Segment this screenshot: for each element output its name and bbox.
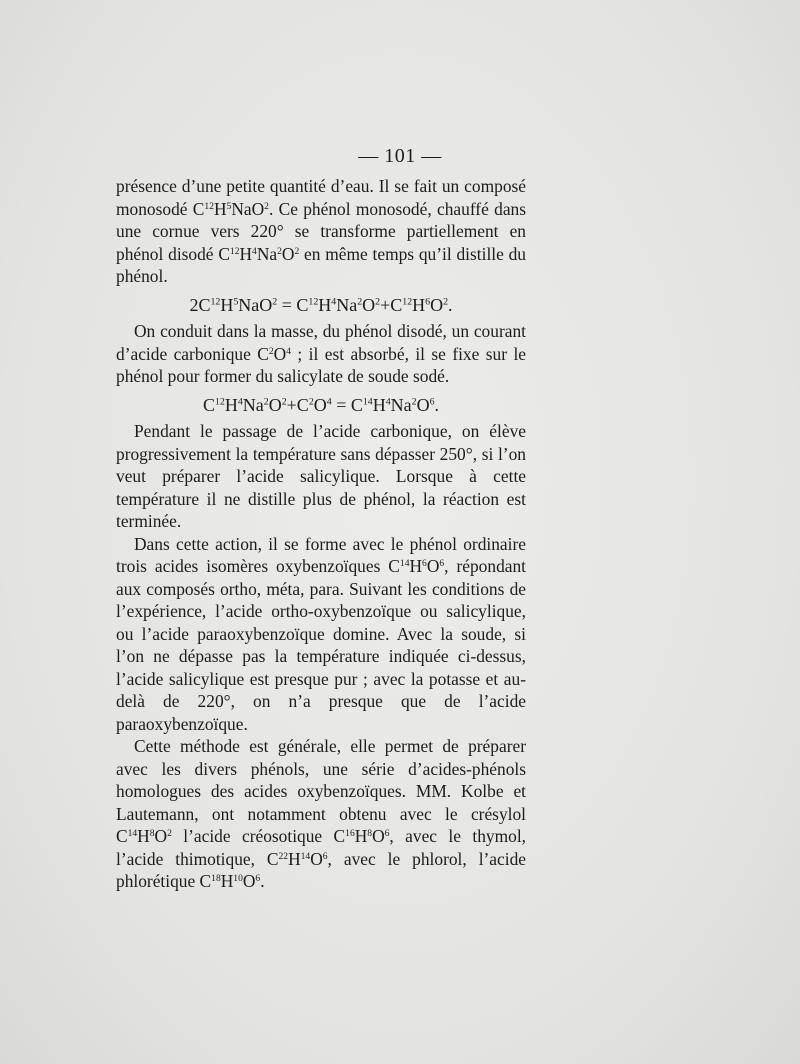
paragraph: Pendant le passage de l’acide carbonique, on élève progressivement la température sans dépasser 250°, si l’on veut préparer l’acide salicylique. Lorsque à cette température il ne distille plus de phénol, la réaction est terminée. xyxy=(116,421,526,531)
equation: $C^{12}H^4Na^2O^2+C^2O^4 = C^{14}H^4Na^2O^6$. xyxy=(202,394,440,415)
equation: $2C^{12}H^5NaO^2 = C^{12}H^4Na^2O^2+C^{12}H^6O^2$. xyxy=(189,294,453,315)
paragraph: Dans cette action, il se forme avec le phénol ordinaire trois acides isomères oxybenzoïques $C^{14}H^6O^6$, répondant aux composés ortho, méta, para. Suivant les conditions de l’expérience, l’acide ortho-oxybenzoïque ou salicylique, ou l’acide paraoxybenzoïque domine. Avec la soude, si l’on ne dépasse pas la température indiquée ci-dessus, l’acide salicylique est presque pur ; avec la potasse et au-delà de 220°, on n’a presque que de l’acide paraoxybenzoïque. xyxy=(116,533,527,734)
paragraph: Cette méthode est générale, elle permet de préparer avec les divers phénols, une série d’acides-phénols homologues des acides oxybenzoïques. MM. Kolbe et Lautemann, ont notamment obtenu avec le crésylol $C^{14}H^8O^2$ l’acide créosotique $C^{16}H^8O^6$, avec le thymol, l’acide thimotique, $C^{22}H^{14}O^6$, avec le phlorol, l’acide phlorétique $C^{18}H^{10}O^6$. xyxy=(116,736,527,891)
body-text xyxy=(116,175,526,893)
paragraph: présence d’une petite quantité d’eau. Il se fait un composé monosodé $C^{12}H^5NaO^2$. Ce phénol monosodé, chauffé dans une cornue vers 220° se transforme partiellement en phénol disodé $C^{12}H^4Na^2O^2$ en même temps qu’il distille du phénol. xyxy=(116,176,527,286)
paragraph: On conduit dans la masse, du phénol disodé, un courant d’acide carbonique $C^2O^4$ ; il est absorbé, il se fixe sur le phénol pour former du salicylate de soude sodé. xyxy=(116,321,526,386)
page-number: — 101 — xyxy=(358,145,442,167)
